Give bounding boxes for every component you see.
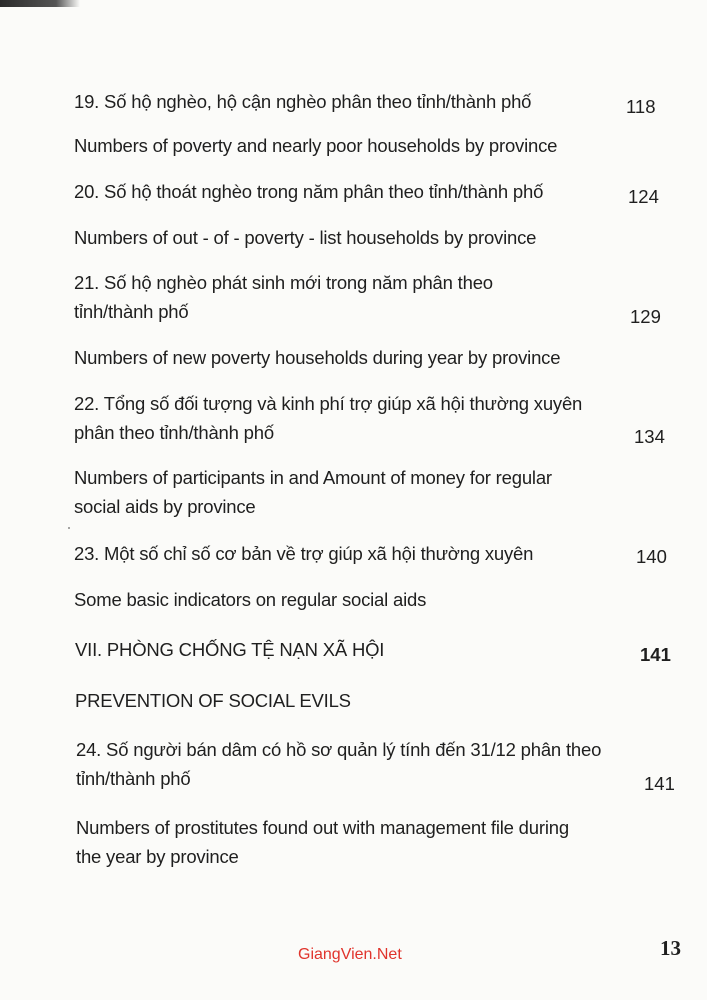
watermark-text: GiangVien.Net	[298, 946, 402, 963]
toc-entry-22-page: 134	[634, 426, 665, 447]
toc-entry-20-vi: 20. Số hộ thoát nghèo trong năm phân theo tỉnh/thành phố	[74, 181, 544, 202]
section-title-vi: VII. PHÒNG CHỐNG TỆ NẠN XÃ HỘI	[75, 639, 385, 660]
toc-entry-19-page: 118	[626, 96, 656, 117]
toc-entry-20-page: 124	[628, 186, 659, 207]
toc-entry-21-vi-line2: tỉnh/thành phố	[74, 301, 189, 322]
toc-entry-24-en-line1: Numbers of prostitutes found out with management file during	[76, 817, 569, 838]
toc-entry-22-vi-line2: phân theo tỉnh/thành phố	[74, 422, 274, 443]
toc-entry-23-page: 140	[636, 546, 667, 567]
toc-entry-21-en: Numbers of new poverty households during year by province	[74, 347, 561, 368]
toc-entry-24-vi-line1: 24. Số người bán dâm có hồ sơ quản lý tính đến 31/12 phân theo	[76, 739, 602, 760]
toc-entry-24-en-line2: the year by province	[76, 846, 239, 867]
toc-entry-20-en: Numbers of out - of - poverty - list households by province	[74, 227, 537, 248]
section-page: 141	[640, 644, 671, 665]
toc-entry-19-en: Numbers of poverty and nearly poor households by province	[74, 135, 558, 156]
toc-entry-23-en: Some basic indicators on regular social aids	[74, 589, 427, 610]
page-edge-shadow	[0, 0, 80, 7]
scan-speck	[68, 527, 70, 529]
toc-entry-24-page: 141	[644, 773, 675, 794]
toc-entry-19-vi: 19. Số hộ nghèo, hộ cận nghèo phân theo tỉnh/thành phố	[74, 91, 532, 112]
toc-entry-23-vi: 23. Một số chỉ số cơ bản về trợ giúp xã hội thường xuyên	[74, 543, 534, 564]
toc-entry-22-en-line1: Numbers of participants in and Amount of money for regular	[74, 467, 552, 488]
toc-entry-21-page: 129	[630, 306, 661, 327]
toc-entry-21-vi-line1: 21. Số hộ nghèo phát sinh mới trong năm phân theo	[74, 272, 493, 293]
toc-entry-24-vi-line2: tỉnh/thành phố	[76, 768, 191, 789]
page-number: 13	[660, 936, 681, 960]
toc-entry-22-vi-line1: 22. Tổng số đối tượng và kinh phí trợ giúp xã hội thường xuyên	[74, 393, 583, 414]
toc-entry-22-en-line2: social aids by province	[74, 496, 256, 517]
section-title-en: PREVENTION OF SOCIAL EVILS	[75, 690, 351, 711]
